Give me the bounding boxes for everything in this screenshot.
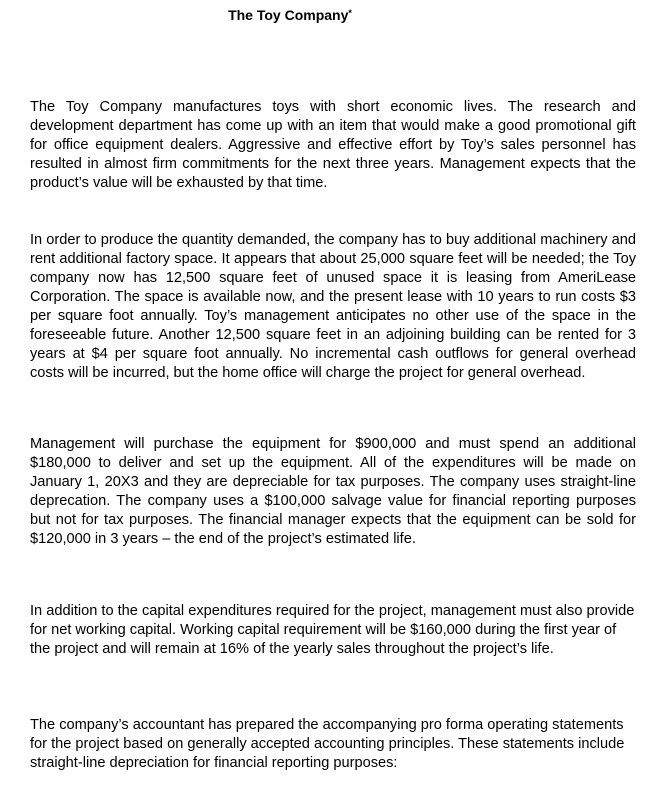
paragraph-equipment-purchase: Management will purchase the equipment for $900,000 and must spend an additional $180,000 to deliver and set up the equipment. All of the expenditures will be made on January 1, 20X3 and they are depreciable for tax purposes. The company uses straight-line deprecation. The company uses a $100,000 salvage value for financial reporting purposes but not for tax purposes. The financial manager expects that the equipment can be sold for $120,000 in 3 years – the end of the project’s estimated life.	[30, 436, 636, 547]
document-title	[0, 7, 580, 24]
paragraph-working-capital: In addition to the capital expenditures required for the project, management must also provide for net working capital. Working capital requirement will be $160,000 during the first year of the project and will remain at 16% of the yearly sales throughout the project’s life.	[30, 603, 635, 657]
paragraph-product-overview: The Toy Company manufactures toys with short economic lives. The research and development department has come up with an item that would make a good promotional gift for office equipment dealers. Aggressive and effective effort by Toy’s sales personnel has resulted in almost firm commitments for the next three years. Management expects that the product’s value will be exhausted by that time.	[30, 99, 636, 191]
paragraph-pro-forma-statements: The company’s accountant has prepared the accompanying pro forma operating statements for the project based on generally accepted accounting principles. These statements include straight-line depreciation for financial reporting purposes:	[30, 717, 625, 771]
document-title-text: The Toy Company	[228, 7, 349, 23]
title-footnote-marker: *	[348, 8, 352, 18]
paragraph-factory-space: In order to produce the quantity demanded, the company has to buy additional machinery and rent additional factory space. It appears that about 25,000 square feet will be needed; the Toy company now has 12,500 square feet of unused space it is leasing from AmeriLease Corporation. The space is available now, and the present lease with 10 years to run costs $3 per square foot annually. Toy’s management anticipates no other use of the space in the foreseeable future. Another 12,500 square feet in an adjoining building can be rented for 3 years at $4 per square foot annually. No incremental cash outflows for general overhead costs will be incurred, but the home office will charge the project for general overhead.	[30, 232, 636, 381]
